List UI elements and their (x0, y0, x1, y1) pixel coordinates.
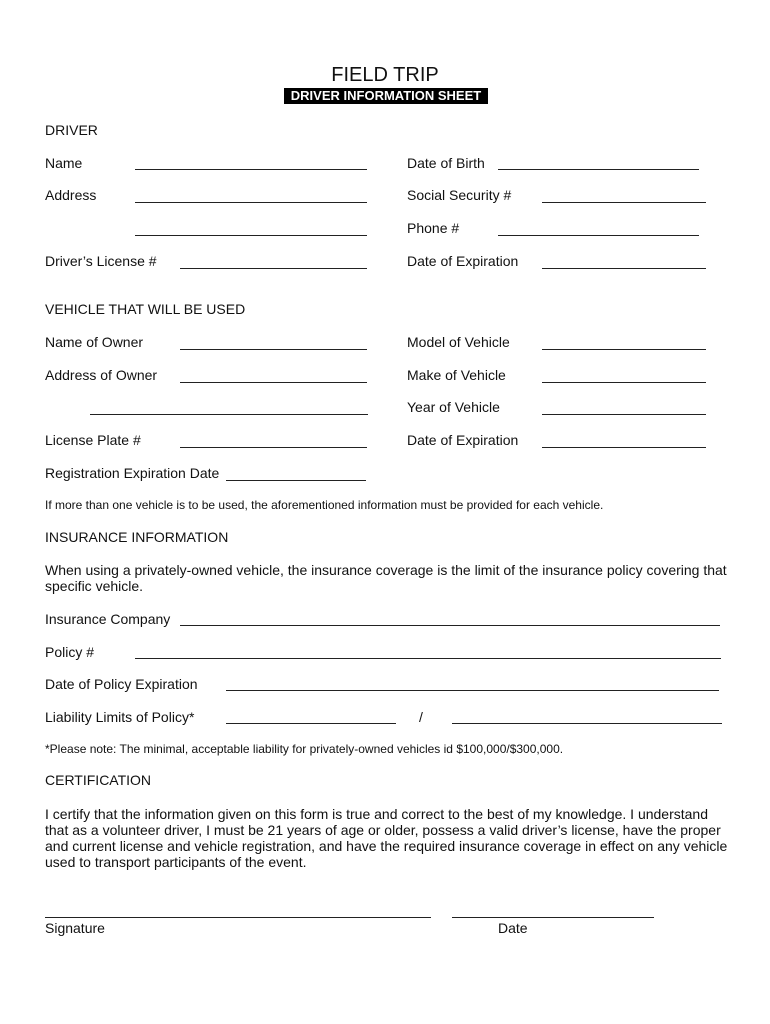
dob-field[interactable] (498, 169, 699, 170)
signature-field[interactable] (45, 917, 431, 918)
license-expiration-label: Date of Expiration (407, 253, 519, 269)
address-field-line-1[interactable] (135, 202, 367, 203)
owner-address-field-line-1[interactable] (180, 382, 367, 383)
address-field-line-2[interactable] (135, 235, 367, 236)
vehicle-year-label: Year of Vehicle (407, 399, 500, 415)
insurance-company-field[interactable] (180, 625, 720, 626)
policy-expiration-field[interactable] (226, 690, 719, 691)
vehicle-model-label: Model of Vehicle (407, 334, 510, 350)
signature-date-label: Date (498, 920, 528, 936)
owner-name-label: Name of Owner (45, 334, 144, 350)
registration-expiration-label: Registration Expiration Date (45, 465, 220, 481)
insurance-heading: INSURANCE INFORMATION (45, 529, 229, 545)
phone-label: Phone # (407, 220, 460, 236)
certification-text: I certify that the information given on this form is true and correct to the best of my knowledge. I understand that as a volunteer driver, I must be 21 years of age or older, possess a valid driver’s license, have the proper and current license and vehicle registration, and have the required insurance coverage in effect on any vehicle used to transport participants of the event. (45, 806, 728, 870)
liability-limit-per-person-field[interactable] (226, 723, 396, 724)
vehicle-year-field[interactable] (542, 414, 706, 415)
vehicle-make-field[interactable] (542, 382, 706, 383)
address-label: Address (45, 187, 97, 203)
certification-heading: CERTIFICATION (45, 772, 152, 788)
liability-slash: / (419, 709, 423, 725)
policy-number-field[interactable] (135, 658, 721, 659)
license-plate-field[interactable] (180, 447, 367, 448)
liability-note: *Please note: The minimal, acceptable liability for privately-owned vehicles id $100,000/$300,000. (45, 742, 564, 756)
driver-heading: DRIVER (45, 122, 98, 138)
ssn-field[interactable] (542, 202, 706, 203)
registration-expiration-field[interactable] (226, 480, 366, 481)
name-field[interactable] (135, 169, 367, 170)
drivers-license-label: Driver’s License # (45, 253, 157, 269)
signature-date-field[interactable] (452, 917, 654, 918)
owner-address-label: Address of Owner (45, 367, 158, 383)
drivers-license-field[interactable] (180, 268, 367, 269)
liability-limit-per-accident-field[interactable] (452, 723, 722, 724)
page-subtitle: DRIVER INFORMATION SHEET (284, 88, 488, 104)
ssn-label: Social Security # (407, 187, 512, 203)
signature-label: Signature (45, 920, 105, 936)
vehicle-note: If more than one vehicle is to be used, the aforementioned information must be provided for each vehicle. (45, 498, 604, 512)
insurance-company-label: Insurance Company (45, 611, 171, 627)
license-plate-label: License Plate # (45, 432, 141, 448)
vehicle-make-label: Make of Vehicle (407, 367, 506, 383)
vehicle-model-field[interactable] (542, 349, 706, 350)
liability-limits-label: Liability Limits of Policy* (45, 709, 195, 725)
name-label: Name (45, 155, 83, 171)
policy-number-label: Policy # (45, 644, 95, 660)
dob-label: Date of Birth (407, 155, 485, 171)
page-title: FIELD TRIP (331, 64, 439, 86)
owner-address-field-line-2[interactable] (90, 414, 368, 415)
policy-expiration-label: Date of Policy Expiration (45, 676, 198, 692)
insurance-intro: When using a privately-owned vehicle, the insurance coverage is the limit of the insurance policy covering that specific vehicle. (45, 562, 727, 594)
vehicle-expiration-field[interactable] (542, 447, 706, 448)
vehicle-expiration-label: Date of Expiration (407, 432, 519, 448)
license-expiration-field[interactable] (542, 268, 706, 269)
owner-name-field[interactable] (180, 349, 367, 350)
phone-field[interactable] (498, 235, 699, 236)
vehicle-heading: VEHICLE THAT WILL BE USED (45, 301, 246, 317)
